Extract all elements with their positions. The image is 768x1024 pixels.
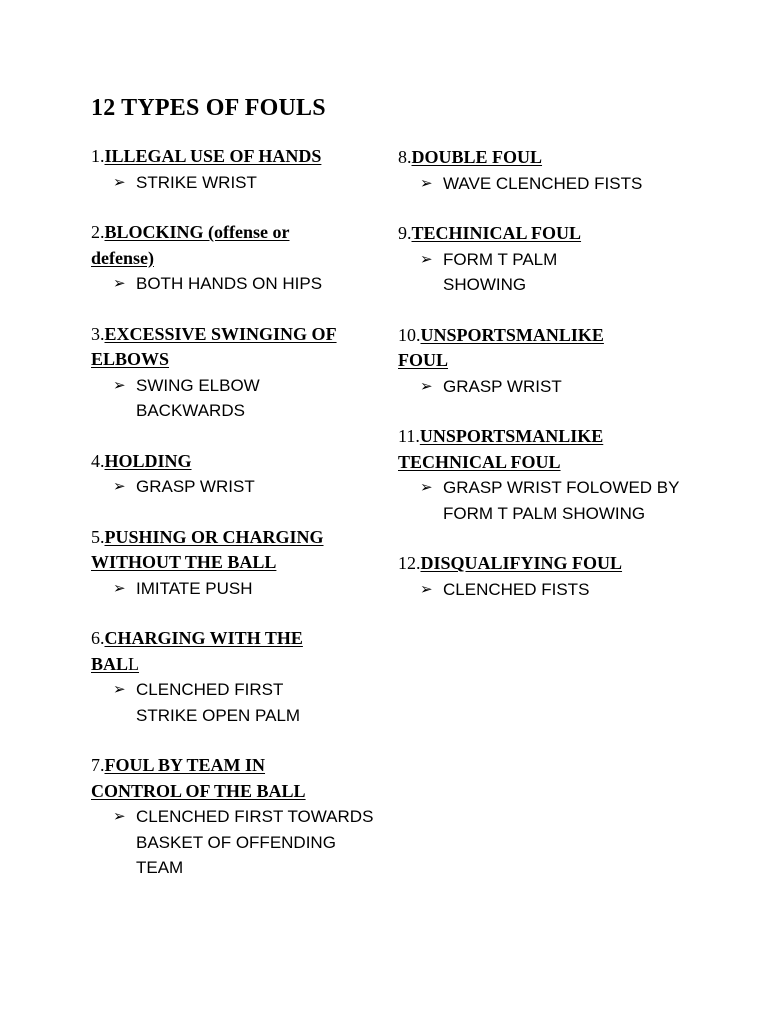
foul-signal: IMITATE PUSH <box>136 578 253 598</box>
foul-name-tail: L <box>128 653 140 674</box>
foul-item <box>398 145 698 196</box>
arrow-bullet-icon: ➢ <box>420 174 433 192</box>
foul-signal: CLENCHED FIRST STRIKE OPEN PALM <box>136 680 301 725</box>
foul-name: CHARGING WITH THE BAL <box>91 628 303 674</box>
foul-item <box>398 221 698 298</box>
foul-signal: CLENCHED FISTS <box>443 579 590 599</box>
foul-number: 5. <box>91 526 105 547</box>
foul-signal: GRASP WRIST <box>443 376 562 396</box>
foul-item <box>91 753 391 881</box>
arrow-bullet-icon: ➢ <box>420 580 433 598</box>
foul-item <box>91 525 391 602</box>
arrow-bullet-icon: ➢ <box>113 376 126 394</box>
foul-signal: WAVE CLENCHED FISTS <box>443 173 643 193</box>
foul-number: 3. <box>91 323 105 344</box>
arrow-bullet-icon: ➢ <box>113 173 126 191</box>
foul-name: UNSPORTSMANLIKE TECHNICAL FOUL <box>398 426 604 472</box>
arrow-bullet-icon: ➢ <box>113 478 126 495</box>
foul-signal: STRIKE WRIST <box>136 172 257 192</box>
foul-number: 12. <box>398 553 421 573</box>
foul-signal: SWING ELBOW BACKWARDS <box>136 375 260 420</box>
foul-item <box>91 144 391 195</box>
arrow-bullet-icon: ➢ <box>113 275 126 292</box>
foul-name: FOUL BY TEAM IN CONTROL OF THE BALL <box>91 755 306 801</box>
foul-name: DOUBLE FOUL <box>411 147 543 167</box>
foul-number: 9. <box>398 223 412 243</box>
foul-number: 6. <box>91 628 105 648</box>
arrow-bullet-icon: ➢ <box>420 250 433 268</box>
foul-number: 7. <box>91 755 105 775</box>
foul-signal: GRASP WRIST <box>136 477 255 496</box>
arrow-bullet-icon: ➢ <box>113 808 126 825</box>
foul-item <box>91 220 391 297</box>
arrow-bullet-icon: ➢ <box>420 479 433 496</box>
arrow-bullet-icon: ➢ <box>420 377 433 395</box>
foul-number: 8. <box>398 147 412 167</box>
foul-signal: BOTH HANDS ON HIPS <box>136 274 323 293</box>
fouls-column-left <box>91 144 391 881</box>
foul-signal: CLENCHED FIRST TOWARDS BASKET OF OFFENDING TEAM <box>136 807 374 877</box>
foul-name: PUSHING OR CHARGING WITHOUT THE BALL <box>91 526 324 572</box>
foul-item <box>91 322 391 424</box>
foul-number: 4. <box>91 450 105 471</box>
page-title: 12 TYPES OF FOULS <box>91 95 326 121</box>
foul-name: UNSPORTSMANLIKE FOUL <box>398 324 604 370</box>
arrow-bullet-icon: ➢ <box>113 579 126 597</box>
foul-number: 10. <box>398 324 421 345</box>
arrow-bullet-icon: ➢ <box>113 681 126 698</box>
foul-name: ILLEGAL USE OF HANDS <box>104 146 322 166</box>
foul-number: 1. <box>91 146 105 166</box>
foul-signal: FORM T PALM SHOWING <box>443 249 558 294</box>
foul-number: 2. <box>91 222 105 242</box>
foul-number: 11. <box>398 426 420 446</box>
foul-item <box>91 626 391 728</box>
fouls-column-right <box>398 145 698 602</box>
foul-item <box>398 424 698 526</box>
foul-name: TECHINICAL FOUL <box>411 223 582 243</box>
foul-name: EXCESSIVE SWINGING OF ELBOWS <box>91 323 337 369</box>
foul-name: HOLDING <box>104 450 192 471</box>
foul-signal: GRASP WRIST FOLOWED BY FORM T PALM SHOWING <box>443 478 680 523</box>
foul-item <box>398 551 698 602</box>
foul-name: DISQUALIFYING FOUL <box>420 553 623 573</box>
foul-item <box>91 449 391 500</box>
foul-name: BLOCKING (offense or defense) <box>91 222 290 268</box>
foul-item <box>398 323 698 400</box>
